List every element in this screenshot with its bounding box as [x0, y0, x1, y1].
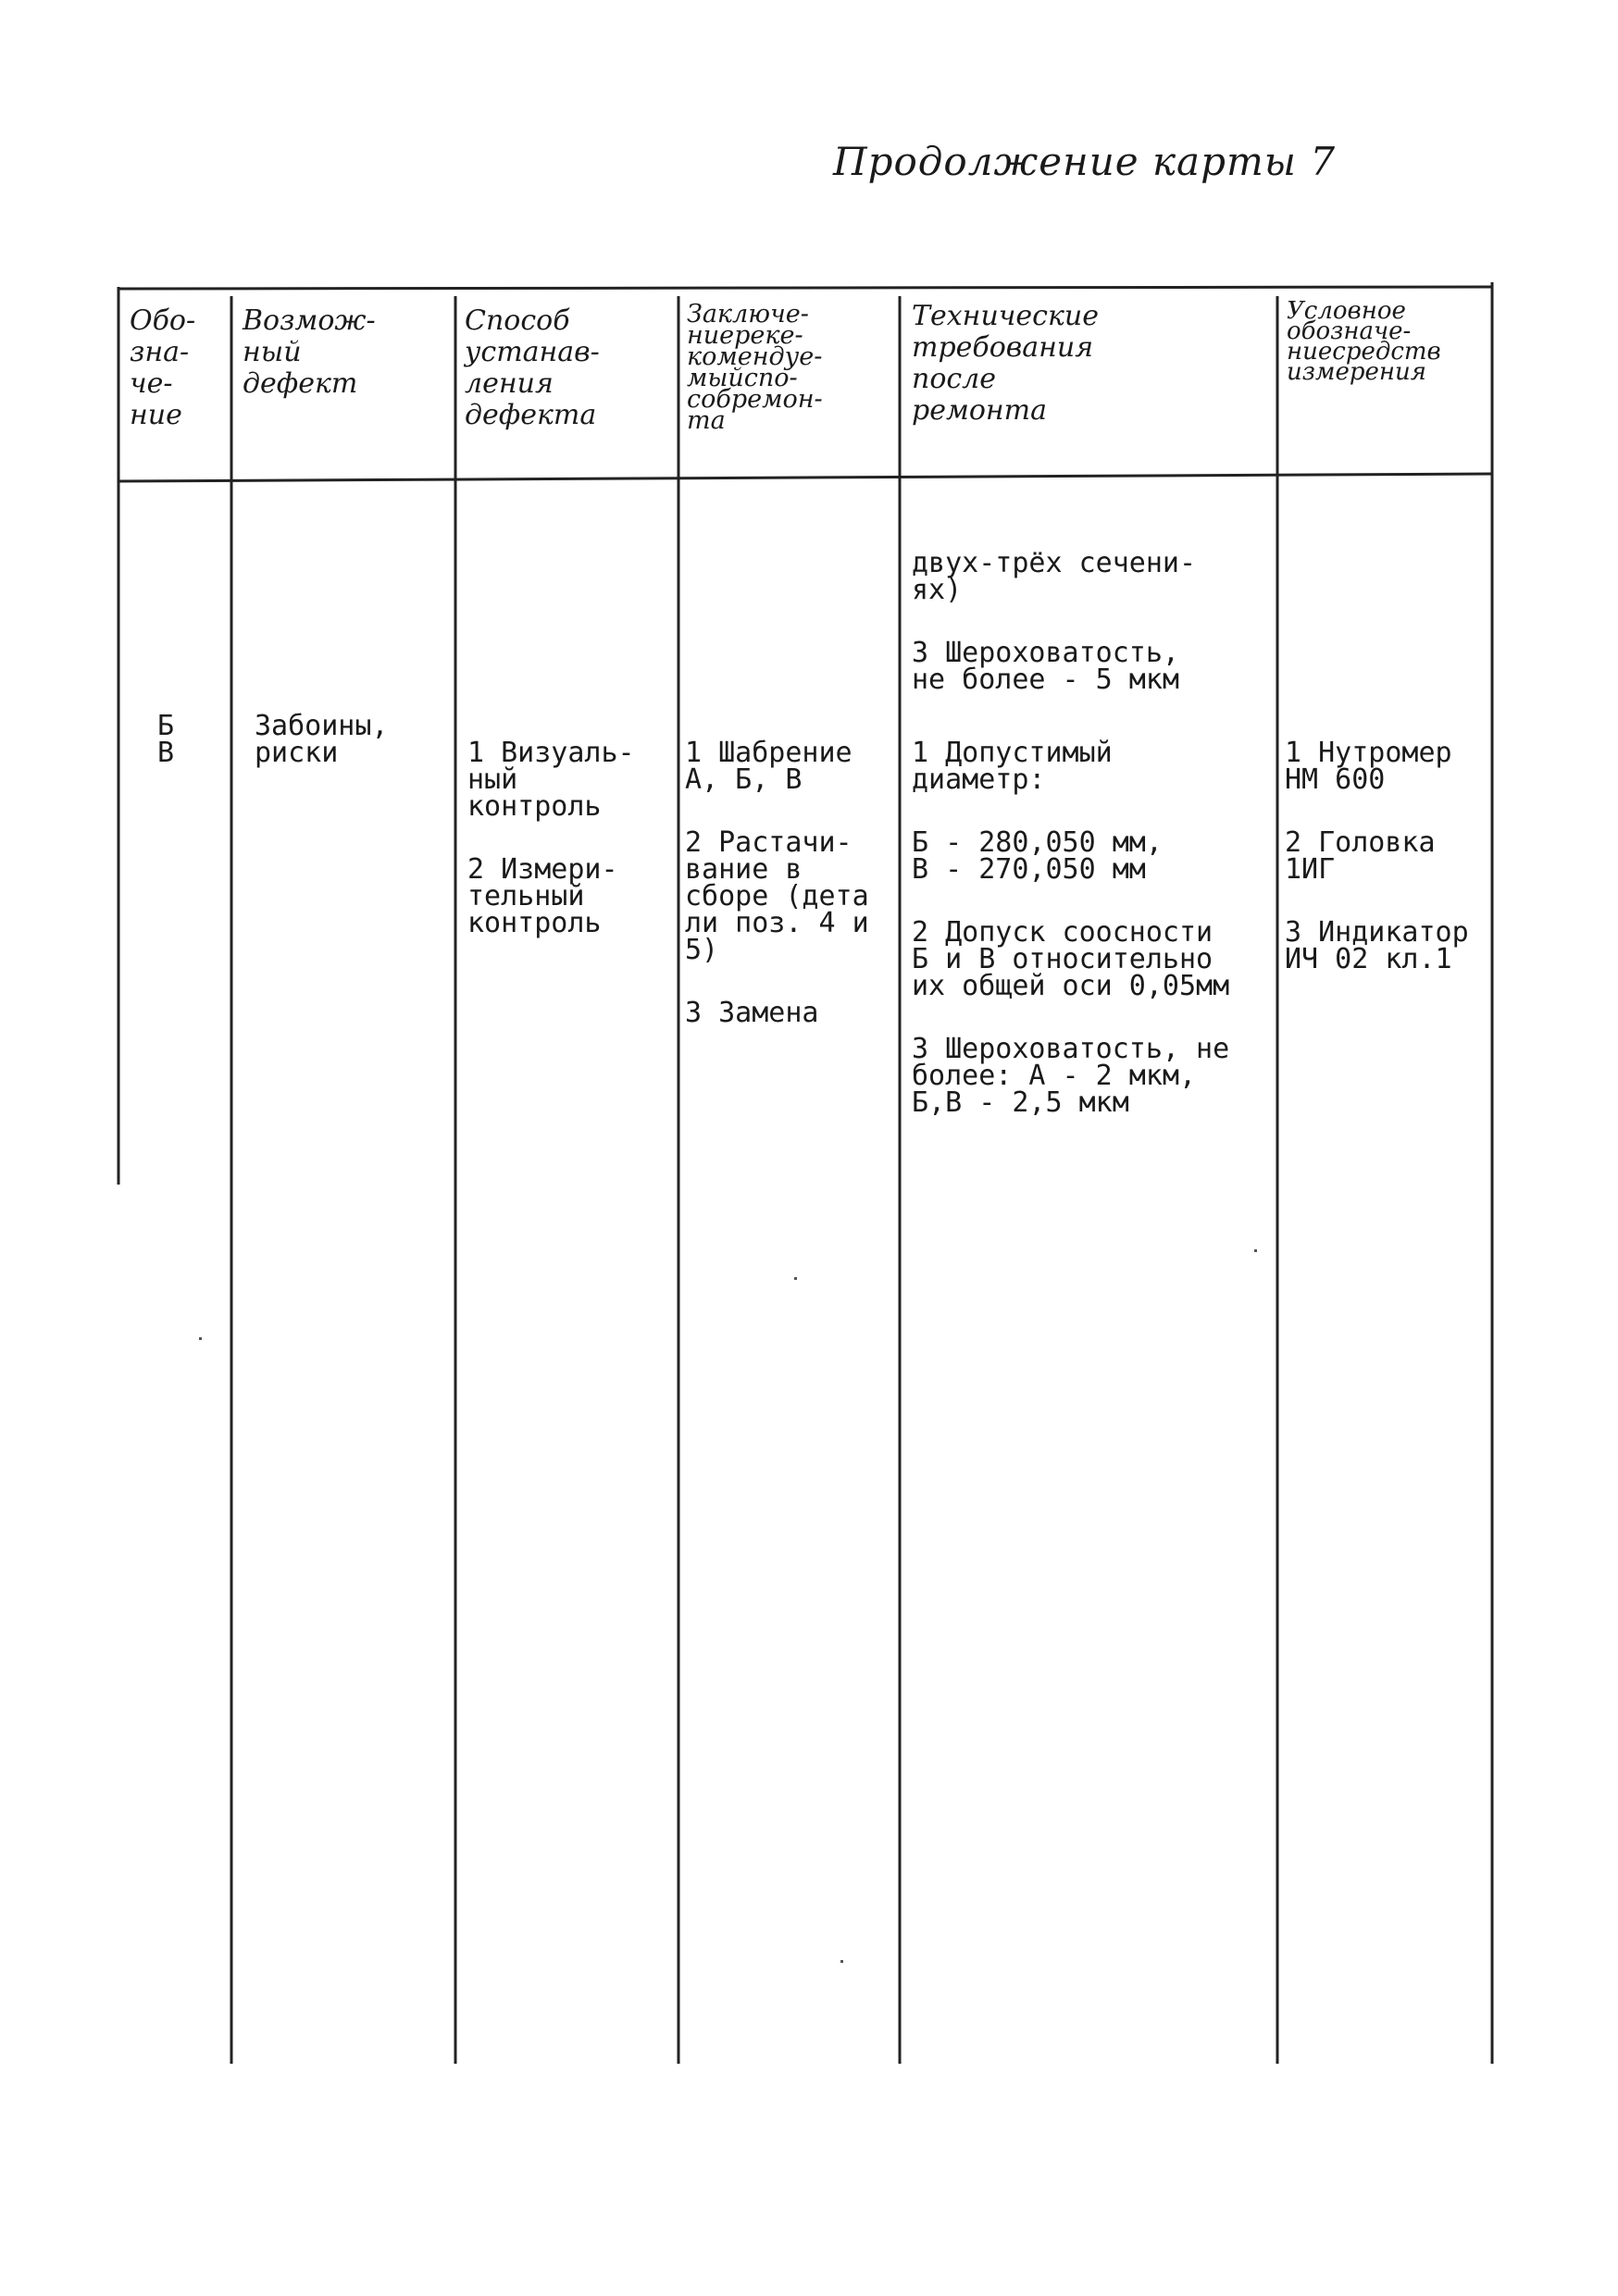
header-possible-defect: Возмож- ный дефект — [243, 304, 376, 400]
cell-repair-method — [685, 713, 898, 1062]
cell-detection-method — [467, 713, 676, 973]
instrument-item-1: 1 Нутромер НМ 600 — [1285, 737, 1452, 796]
scan-speck — [1254, 1249, 1257, 1252]
header-designation: Обо- зна- че- ние — [130, 304, 196, 431]
cell-designation: Б В — [157, 710, 175, 769]
requirement-item-3: 2 Допуск соосности Б и В относительно их общей оси 0,05мм — [912, 916, 1230, 1002]
cell-defect: Забоины, риски — [255, 710, 389, 769]
continuation-line-2: 3 Шероховатость, не более - 5 мкм — [912, 637, 1179, 696]
scan-speck — [840, 1960, 843, 1963]
header-detection-method: Способ устанав- ления дефекта — [465, 304, 600, 431]
table-top-border — [118, 287, 1492, 289]
repair-item-1: 1 Шабрение А, Б, В — [685, 737, 853, 796]
requirement-item-4: 3 Шероховатость, не более: А - 2 мкм, Б,В - 2,5 мкм — [912, 1033, 1230, 1119]
requirement-item-2: Б - 280,050 мм, В - 270,050 мм — [912, 826, 1163, 886]
repair-item-2: 2 Растачи- вание в сборе (дета ли поз. 4 и 5) — [685, 826, 869, 966]
cell-measuring-instruments — [1285, 713, 1490, 1009]
instrument-item-2: 2 Головка 1ИГ — [1285, 826, 1436, 886]
page-heading: Продолжение карты 7 — [833, 139, 1337, 184]
header-repair-recommendation: Заключе- ниереке- комендуе- мыйспо- собремон- та — [687, 300, 823, 435]
continuation-text — [912, 523, 1273, 729]
requirement-item-1: 1 Допустимый диаметр: — [912, 737, 1113, 796]
header-bottom-border — [118, 474, 1492, 481]
scan-speck — [199, 1337, 202, 1340]
header-measuring-instruments: Условное обозначе- ниесредств измерения — [1287, 297, 1441, 386]
instrument-item-3: 3 Индикатор ИЧ 02 кл.1 — [1285, 916, 1469, 975]
cell-technical-requirements — [912, 713, 1277, 1152]
method-item-1: 1 Визуаль- ный контроль — [467, 737, 635, 823]
continuation-line-1: двух-трёх сечени- ях) — [912, 547, 1197, 606]
method-item-2: 2 Измери- тельный контроль — [467, 853, 618, 939]
scan-speck — [794, 1277, 797, 1280]
repair-item-3: 3 Замена — [685, 997, 819, 1029]
header-technical-requirements: Технические требования после ремонта — [912, 300, 1099, 427]
